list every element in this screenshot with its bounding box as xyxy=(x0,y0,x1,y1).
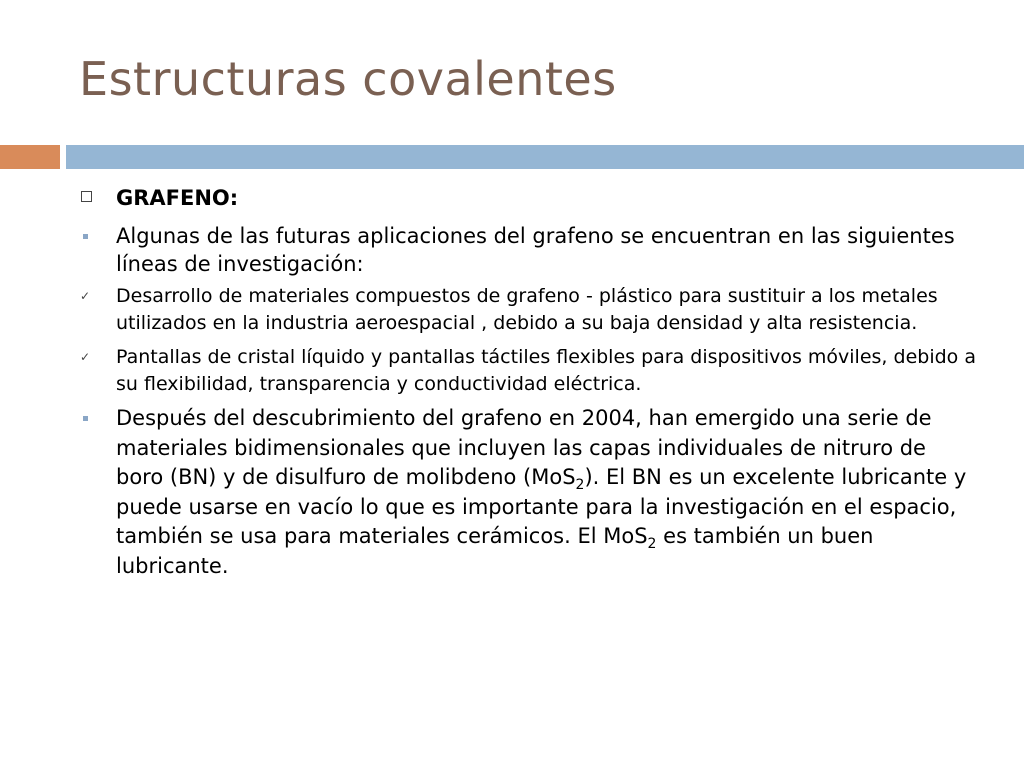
checkmark-bullet-icon: ✓ xyxy=(80,350,91,364)
square-filled-bullet-icon xyxy=(83,234,88,239)
application-item xyxy=(78,344,978,398)
discovery-text-part1: Después del descubrimiento del grafeno en 2004, han emergido una serie de materiales bidimensionales que incluyen las capas individuales de nitruro de boro (BN) y de disulfuro de molibdeno (MoS xyxy=(116,406,932,489)
checkmark-bullet-icon: ✓ xyxy=(80,289,91,303)
subscript-2: 2 xyxy=(647,536,657,553)
application-text: Pantallas de cristal líquido y pantallas táctiles flexibles para dispositivos móviles, debido a su flexibilidad, transparencia y conductividad eléctrica. xyxy=(116,346,976,395)
square-filled-bullet-icon xyxy=(83,416,88,421)
accent-bar-orange xyxy=(0,145,60,169)
application-item xyxy=(78,283,978,337)
discovery-text xyxy=(116,404,978,581)
subscript-2: 2 xyxy=(575,477,585,494)
discovery-item xyxy=(78,404,978,581)
discovery-text-part2: ). El BN es un excelente lubricante y puede usarse en vacío lo que es importante para la investigación en el espacio, también se usa para materiales cerámicos. El MoS xyxy=(116,465,967,548)
heading-item xyxy=(78,184,978,213)
slide-content xyxy=(78,184,978,581)
slide-title: Estructuras covalentes xyxy=(79,52,617,106)
intro-text: Algunas de las futuras aplicaciones del grafeno se encuentran en las siguientes líneas de investigación: xyxy=(116,224,955,276)
intro-item xyxy=(78,222,978,278)
discovery-text-part3: es también un buen lubricante. xyxy=(116,524,874,578)
application-text: Desarrollo de materiales compuestos de grafeno - plástico para sustituir a los metales utilizados en la industria aeroespacial , debido a su baja densidad y alta resistencia. xyxy=(116,285,938,334)
accent-bar-blue xyxy=(66,145,1024,169)
heading-text: GRAFENO: xyxy=(116,186,239,210)
square-outline-bullet-icon xyxy=(81,191,92,202)
